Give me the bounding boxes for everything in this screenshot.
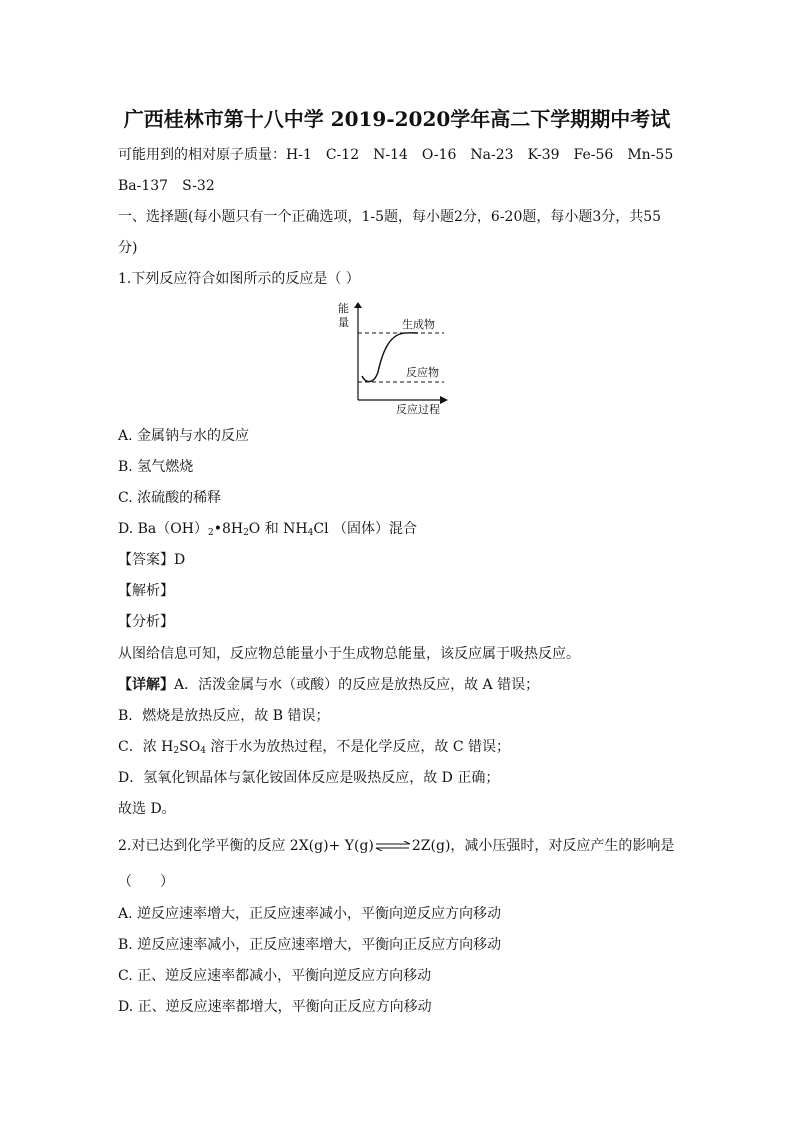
page-title: 广西桂林市第十八中学 2019-2020学年高二下学期期中考试 xyxy=(123,107,671,131)
q2-paren: （ ） xyxy=(118,874,174,890)
q2-stem-text-1: 2.对已达到化学平衡的反应 2X(g)+ Y(g) xyxy=(118,838,374,854)
question-1-stem: 1.下列反应符合如图所示的反应是（ ） xyxy=(118,271,360,287)
product-label: 生成物 xyxy=(402,318,435,331)
q1-option-d-text-4: Cl （固体）混合 xyxy=(313,521,418,537)
q1-option-d-sub-2: 2 xyxy=(243,528,249,538)
energy-diagram xyxy=(334,298,454,418)
q1-detail-c xyxy=(118,738,510,756)
q1-detail-d: D．氢氧化钡晶体与氯化铵固体反应是吸热反应，故 D 正确； xyxy=(118,770,500,786)
section-heading-line-2: 分) xyxy=(118,240,138,256)
q1-fenxi-tag: 【分析】 xyxy=(118,614,174,630)
y-axis-label-1: 能 xyxy=(338,302,349,315)
q1-detail-tag: 【详解】 xyxy=(118,677,174,693)
q1-option-d-text-2: •8H xyxy=(213,521,244,537)
q2-stem-text-2: 2Z(g)，减小压强时，对反应产生的影响是 xyxy=(411,838,675,854)
q2-option-c: C. 正、逆反应速率都减小，平衡向逆反应方向移动 xyxy=(118,968,432,984)
q2-option-d: D. 正、逆反应速率都增大，平衡向正反应方向移动 xyxy=(118,999,432,1015)
y-axis-arrow xyxy=(354,302,362,308)
q1-conclusion: 故选 D。 xyxy=(118,801,176,817)
q1-detail-c-text-2: SO xyxy=(179,739,201,755)
x-axis-label: 反应过程 xyxy=(396,403,440,416)
y-axis-label-2: 量 xyxy=(338,316,349,329)
q1-option-b: B. 氢气燃烧 xyxy=(118,459,194,475)
q1-detail-a-text: A．活泼金属与水（或酸）的反应是放热反应，故 A 错误； xyxy=(174,677,540,693)
q1-detail-c-text-1: C．浓 H xyxy=(118,739,174,755)
q1-detail-a xyxy=(118,676,539,694)
q1-detail-c-sub-1: 2 xyxy=(173,746,180,756)
q1-detail-c-sub-2: 4 xyxy=(200,746,206,756)
reactant-label: 反应物 xyxy=(406,366,439,379)
atomic-masses-line-2: Ba-137 S-32 xyxy=(118,178,215,194)
q1-option-d xyxy=(118,520,417,538)
q1-option-d-sub-1: 2 xyxy=(207,528,214,538)
q1-option-d-sub-3: 4 xyxy=(307,528,314,538)
q1-detail-c-text-3: 溶于水为放热过程，不是化学反应，故 C 错误； xyxy=(205,739,510,755)
equilibrium-arrow-icon xyxy=(375,841,411,851)
q1-fenxi-text: 从图给信息可知，反应物总能量小于生成物总能量，该反应属于吸热反应。 xyxy=(118,646,580,662)
q1-option-c: C. 浓硫酸的稀释 xyxy=(118,490,222,506)
section-heading-line-1: 一、选择题(每小题只有一个正确选项，1-5题，每小题2分，6-20题，每小题3分，共55 xyxy=(118,209,662,225)
q2-option-b: B. 逆反应速率减小，正反应速率增大，平衡向正反应方向移动 xyxy=(118,937,502,953)
q1-option-d-text-1: D. Ba（OH） xyxy=(118,521,208,537)
q1-detail-b: B．燃烧是放热反应，故 B 错误； xyxy=(118,708,330,724)
question-2-stem xyxy=(118,837,674,855)
q2-option-a: A. 逆反应速率增大，正反应速率减小，平衡向逆反应方向移动 xyxy=(118,906,502,922)
q1-option-d-text-3: O 和 NH xyxy=(248,521,308,537)
q1-answer: 【答案】D xyxy=(118,552,186,568)
x-axis-arrow xyxy=(440,396,448,404)
atomic-masses-line-1: 可能用到的相对原子质量：H-1 C-12 N-14 O-16 Na-23 K-39 Fe-56 Mn-55 xyxy=(118,147,674,163)
q1-option-a: A. 金属钠与水的反应 xyxy=(118,428,250,444)
q1-analysis-tag: 【解析】 xyxy=(118,583,174,599)
